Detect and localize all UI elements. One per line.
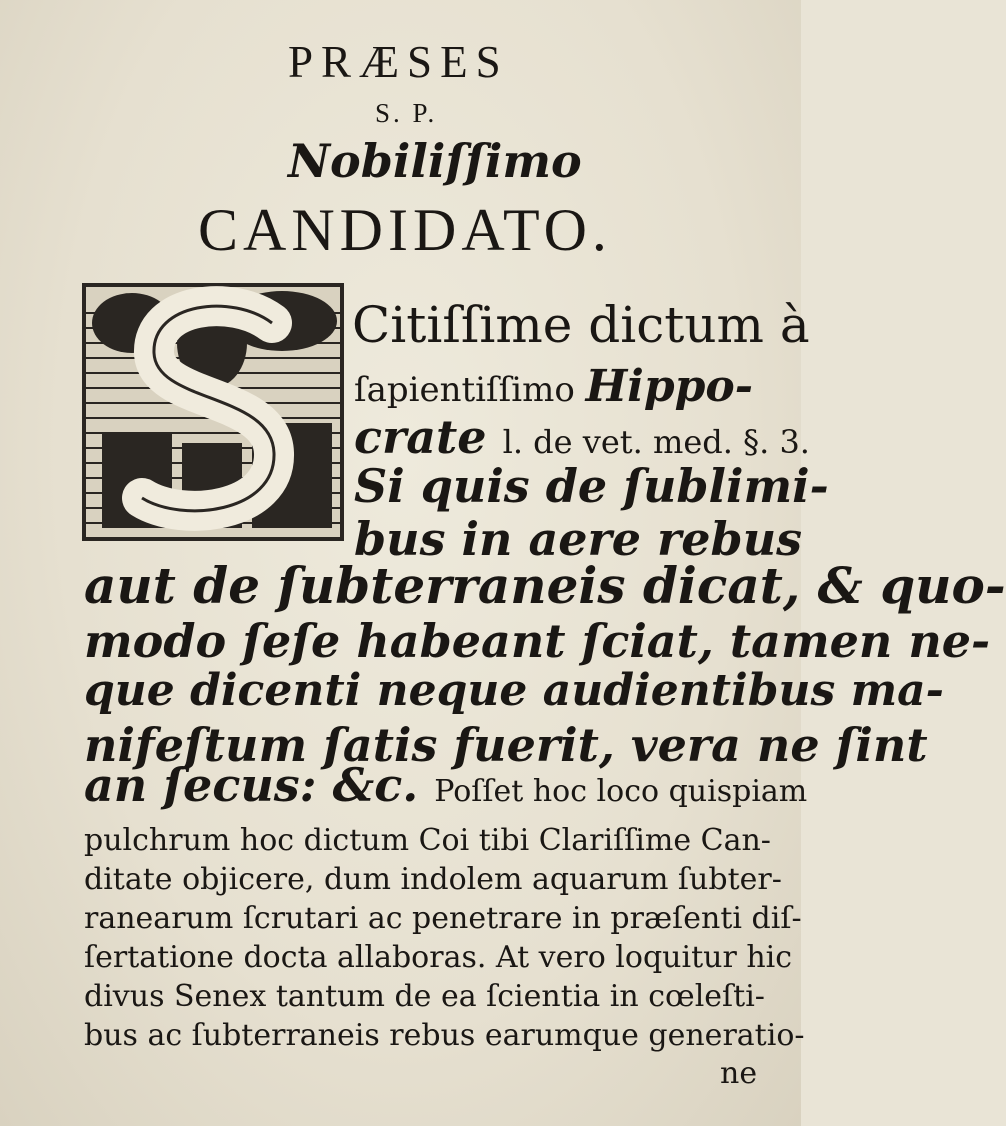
text-line-2-roman: ſapientiſſimo [354,370,586,410]
body-line-2: ditate objicere, dum indolem aquarum ſubter- [84,862,782,897]
text-line-6: aut de ſubterraneis dicat, & quo- [84,556,1006,615]
text-line-10-roman: Poſſet hoc loco quispiam [434,774,808,809]
body-line-6: bus ac ſubterraneis rebus earumque generatio- [84,1018,805,1053]
text-line-3 [354,410,810,464]
text-line-1: Citiſſime dictum à [352,296,810,354]
text-line-3-italic: crate [354,410,503,464]
text-line-10-italic: an ſecus: &c. [84,758,435,812]
heading-nobilissimo: Nobiliſſimo [288,134,582,188]
text-line-3-roman: l. de vet. med. §. 3. [502,423,810,461]
text-line-8: que dicenti neque audientibus ma- [84,665,944,716]
text-line-10 [84,758,807,812]
heading-praeses: PRÆSES [288,37,509,87]
body-line-4: ſertatione docta allaboras. At vero loquitur hic [84,940,793,975]
text-line-9: nifeſtum ſatis fuerit, vera ne ſint [84,718,928,772]
text-line-2-italic: Hippo- [585,361,754,412]
body-line-5: divus Senex tantum de ea ſcientia in cœleſti- [84,979,765,1014]
text-line-7: modo ſeſe habeant ſciat, tamen ne- [84,614,991,668]
heading-candidato: CANDIDATO. [198,197,612,263]
catchword: ne [720,1056,758,1091]
body-line-1: pulchrum hoc dictum Coi tibi Clariſſime Can- [84,823,771,858]
text-line-2 [354,361,753,412]
heading-sp: S. P. [375,98,438,128]
body-line-3: ranearum ſcrutari ac penetrare in præſenti diſ- [84,901,802,936]
ornamental-initial-s-icon [82,283,344,541]
text-line-5: bus in aere rebus [354,512,803,566]
text-line-4: Si quis de ſublimi- [354,459,829,513]
